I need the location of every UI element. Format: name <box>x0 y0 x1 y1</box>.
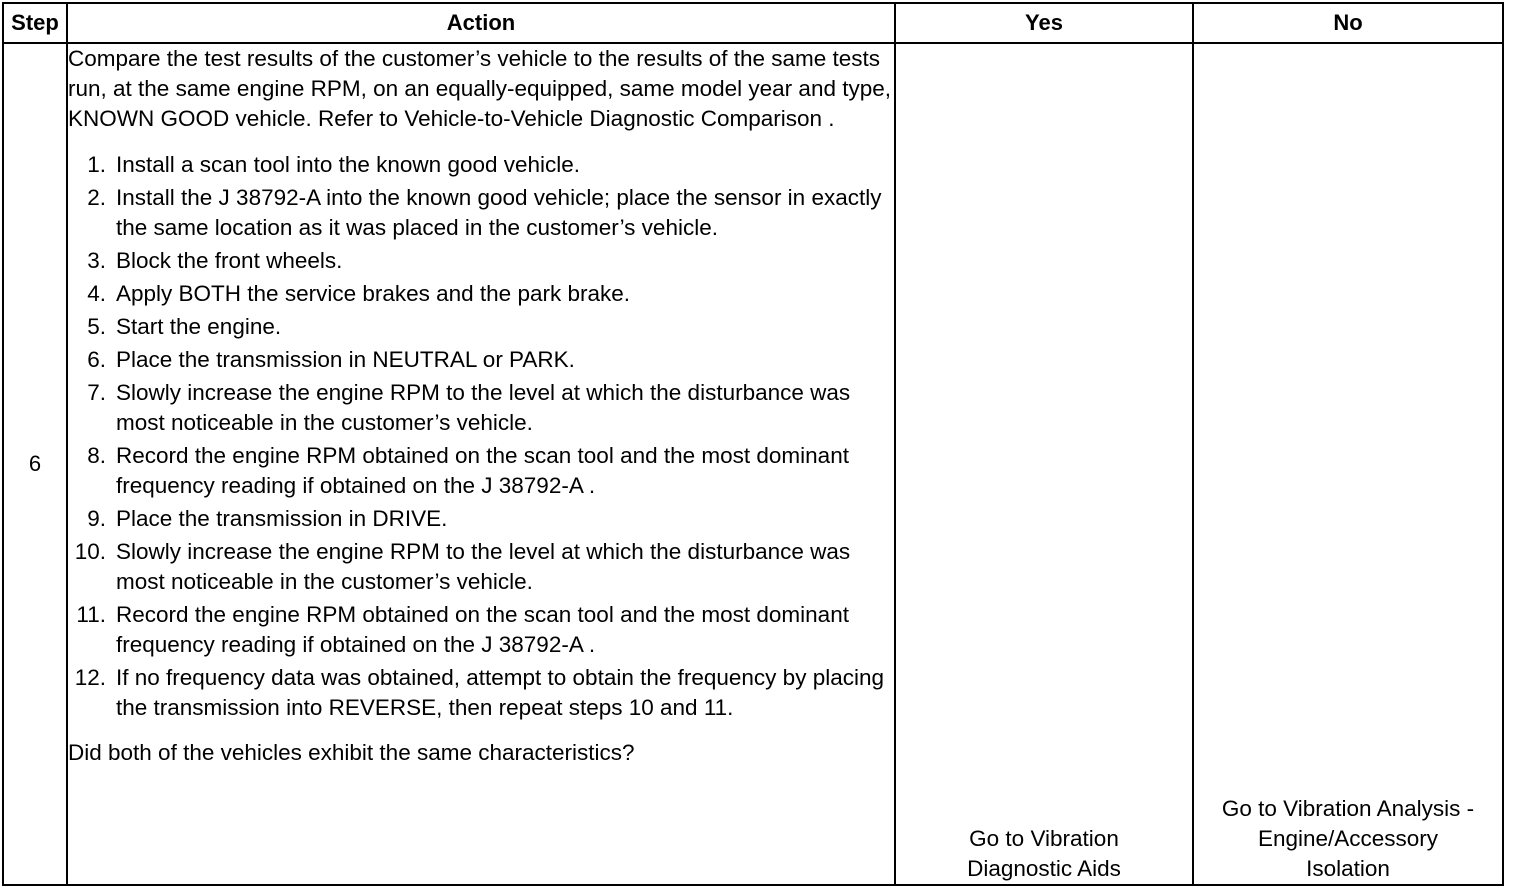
action-intro: Compare the test results of the customer’s vehicle to the results of the same tests run, at the same engine RPM, on an equally-equipped, same model year and type, KNOWN GOOD vehicle. Refer to Vehicle-to-Vehicle Diagnostic Comparison . <box>68 46 891 131</box>
list-item-number: 2. <box>87 185 106 210</box>
list-item-text: Record the engine RPM obtained on the scan tool and the most dominant frequency reading if obtained on the J 38792-A . <box>116 443 849 498</box>
yes-result-line: Diagnostic Aids <box>967 856 1121 881</box>
header-no: No <box>1193 3 1503 43</box>
list-item-number: 10. <box>74 539 106 564</box>
list-item-number: 9. <box>87 506 106 531</box>
list-item-text: Block the front wheels. <box>116 248 343 273</box>
list-item <box>68 345 894 375</box>
no-result-line: Go to Vibration Analysis - <box>1221 796 1475 821</box>
list-item-number: 5. <box>87 314 106 339</box>
table-row <box>3 43 1503 885</box>
list-item-text: Install a scan tool into the known good vehicle. <box>116 152 581 177</box>
list-item-text: Start the engine. <box>116 314 282 339</box>
list-item-text: Place the transmission in NEUTRAL or PARK. <box>116 347 575 372</box>
list-item-number: 1. <box>87 152 106 177</box>
list-item <box>68 600 894 660</box>
header-yes: Yes <box>895 3 1193 43</box>
list-item-number: 11. <box>76 602 106 627</box>
yes-cell <box>895 43 1193 885</box>
list-item <box>68 312 894 342</box>
list-item-text: Slowly increase the engine RPM to the level at which the disturbance was most noticeable in the customer’s vehicle. <box>116 539 851 594</box>
action-question: Did both of the vehicles exhibit the same characteristics? <box>68 740 635 765</box>
table-header-row <box>3 3 1503 43</box>
list-item <box>68 504 894 534</box>
list-item-text: Slowly increase the engine RPM to the level at which the disturbance was most noticeable in the customer’s vehicle. <box>116 380 851 435</box>
header-action: Action <box>67 3 895 43</box>
list-item <box>68 183 894 243</box>
action-steps-list <box>68 150 894 723</box>
list-item-number: 6. <box>87 347 106 372</box>
no-result-line: Isolation <box>1306 856 1390 881</box>
list-item-number: 7. <box>87 380 106 405</box>
list-item <box>68 150 894 180</box>
list-item <box>68 279 894 309</box>
step-number: 6 <box>3 43 67 885</box>
list-item-text: Place the transmission in DRIVE. <box>116 506 448 531</box>
list-item-number: 3. <box>87 248 106 273</box>
list-item-text: Apply BOTH the service brakes and the park brake. <box>116 281 630 306</box>
action-cell <box>67 43 895 885</box>
header-step: Step <box>3 3 67 43</box>
list-item-number: 8. <box>87 443 106 468</box>
list-item <box>68 246 894 276</box>
list-item-number: 12. <box>74 665 106 690</box>
no-cell <box>1193 43 1503 885</box>
list-item <box>68 663 894 723</box>
list-item <box>68 441 894 501</box>
list-item-text: If no frequency data was obtained, attempt to obtain the frequency by placing the transmission into REVERSE, then repeat steps 10 and 11. <box>116 665 884 720</box>
list-item-text: Install the J 38792-A into the known good vehicle; place the sensor in exactly the same location as it was placed in the customer’s vehicle. <box>116 185 882 240</box>
list-item-text: Record the engine RPM obtained on the scan tool and the most dominant frequency reading if obtained on the J 38792-A . <box>116 602 849 657</box>
list-item <box>68 378 894 438</box>
no-result-line: Engine/Accessory <box>1257 826 1439 851</box>
diagnostic-step-table <box>2 2 1504 886</box>
list-item-number: 4. <box>87 281 106 306</box>
list-item <box>68 537 894 597</box>
yes-result-line: Go to Vibration <box>969 826 1119 851</box>
